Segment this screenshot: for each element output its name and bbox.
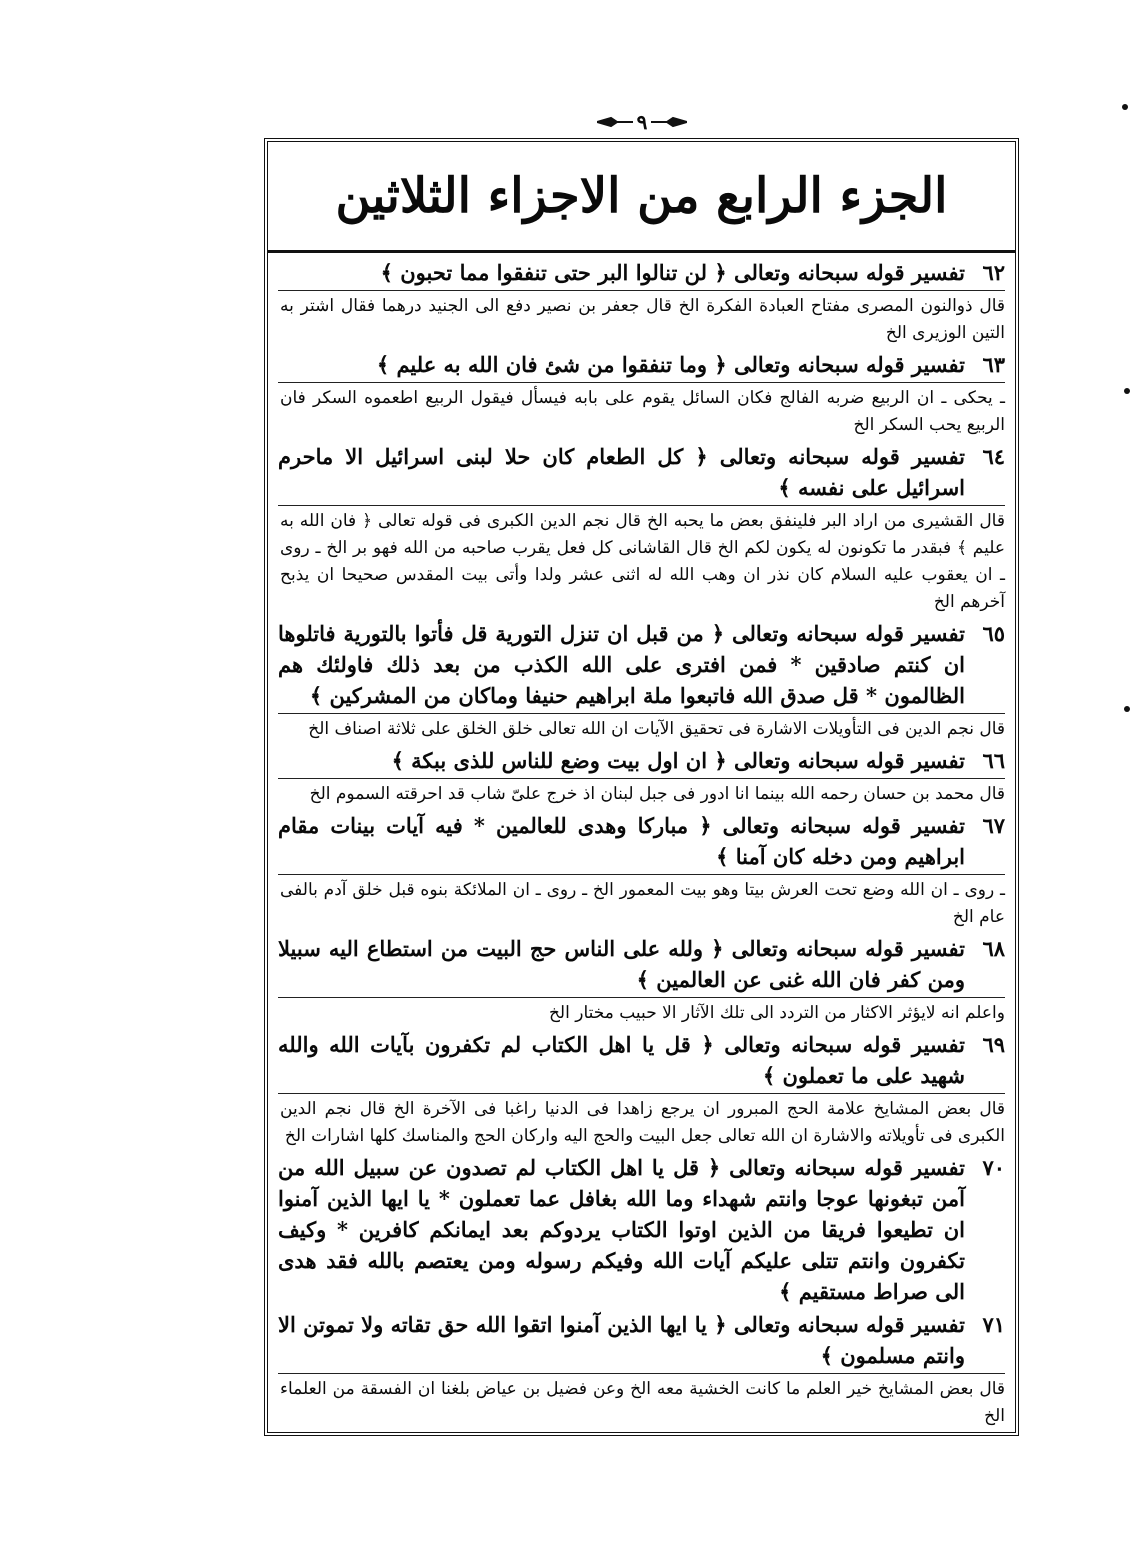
entry-number: ٦٧ xyxy=(982,813,1005,838)
entry-heading: تفسير قوله سبحانه وتعالى ﴿ مباركا وهدى للعالمين * فيه آيات بينات مقام ابراهيم ومن دخله كان آمنا ﴾ xyxy=(278,813,965,869)
entry-note: قال بعض المشايخ علامة الحج المبرور ان يرجع زاهدا فى الدنيا راغبا فى الآخرة الخ قال نجم الدين الكبرى فى تأويلاته والاشارة ان الله تعالى جعل البيت والحج اليه واركان الحج والمناسك كلها اشارات الخ xyxy=(278,1093,1005,1150)
entry-note: ـ يحكى ـ ان الربيع ضربه الفالج فكان السائل يقوم على بابه فيسأل فيقول الربيع اطعموه السكر فان الربيع يحب السكر الخ xyxy=(278,382,1005,439)
entry-number: ٦٨ xyxy=(982,936,1005,961)
edge-mark xyxy=(1124,706,1130,712)
page-number-header xyxy=(592,110,692,134)
edge-mark xyxy=(1124,388,1130,394)
entry xyxy=(278,810,1005,931)
page-title: الجزء الرابع من الاجزاء الثلاثين xyxy=(335,168,948,224)
entry xyxy=(278,933,1005,1027)
entry-heading-row xyxy=(278,810,1005,872)
entry-heading: تفسير قوله سبحانه وتعالى ﴿ لن تنالوا البر حتى تنفقوا مما تحبون ﴾ xyxy=(380,260,965,285)
entry-number: ٧١ xyxy=(982,1312,1005,1337)
entry-note: قال القشيرى من اراد البر فلينفق بعض ما يحبه الخ قال نجم الدين الكبرى فى قوله تعالى ﴿ فان الله به عليم ﴾ فبقدر ما تكونون له يكون لكم الخ قال القاشانى كل فعل يقرب صاحبه من الله فهو بر الخ ـ روى ـ ان يعقوب عليه السلام كان نذر ان وهب الله له اثنى عشر ولدا وأتى بيت المقدس صحيحا ان يذبح آخرهم الخ xyxy=(278,505,1005,616)
entry-note: قال ذوالنون المصرى مفتاح العبادة الفكرة الخ قال جعفر بن نصير دفع الى الجنيد درهما فقال اشتر به التين الوزيرى الخ xyxy=(278,290,1005,347)
entry-number: ٧٠ xyxy=(982,1155,1005,1180)
page-frame xyxy=(264,138,1019,1436)
entry-note: قال بعض المشايخ خير العلم ما كانت الخشية معه الخ وعن فضيل بن عياض بلغنا ان الفسقة من العلماء الخ xyxy=(278,1373,1005,1430)
entry-heading: تفسير قوله سبحانه وتعالى ﴿ ان اول بيت وضع للناس للذى ببكة ﴾ xyxy=(391,748,965,773)
entry xyxy=(278,1309,1005,1430)
entry-number: ٦٦ xyxy=(982,748,1005,773)
entry-number: ٦٤ xyxy=(982,444,1005,469)
entry xyxy=(278,618,1005,743)
entry xyxy=(278,349,1005,439)
entry-number: ٦٣ xyxy=(982,352,1005,377)
entry-heading-row xyxy=(278,745,1005,776)
entry-number: ٦٢ xyxy=(982,260,1005,285)
entry-heading: تفسير قوله سبحانه وتعالى ﴿ قل يا اهل الكتاب لم تكفرون بآيات الله والله شهيد على ما تعملون ﴾ xyxy=(278,1032,965,1088)
edge-mark xyxy=(1122,104,1128,110)
entry-note: قال محمد بن حسان رحمه الله بينما انا ادور فى جبل لبنان اذ خرج علىّ شاب قد احرقته السموم الخ xyxy=(278,778,1005,808)
entry xyxy=(278,745,1005,808)
entry-number: ٦٥ xyxy=(982,621,1005,646)
entry-heading-row xyxy=(278,441,1005,503)
page-number: ٩ xyxy=(636,110,648,134)
entry-number: ٦٩ xyxy=(982,1032,1005,1057)
entries-list xyxy=(268,253,1015,1430)
entry xyxy=(278,1029,1005,1150)
entry-heading: تفسير قوله سبحانه وتعالى ﴿ كل الطعام كان حلا لبنى اسرائيل الا ماحرم اسرائيل على نفسه ﴾ xyxy=(278,444,965,500)
entry xyxy=(278,1152,1005,1307)
entry-note: قال نجم الدين فى التأويلات الاشارة فى تحقيق الآيات ان الله تعالى خلق الخلق على ثلاثة اصناف الخ xyxy=(278,713,1005,743)
entry-note: ـ روى ـ ان الله وضع تحت العرش بيتا وهو بيت المعمور الخ ـ روى ـ ان الملائكة بنوه قبل خلق آدم بالفى عام الخ xyxy=(278,874,1005,931)
entry-heading-row xyxy=(278,1309,1005,1371)
entry-heading: تفسير قوله سبحانه وتعالى ﴿ وما تنفقوا من شئ فان الله به عليم ﴾ xyxy=(376,352,965,377)
entry-heading: تفسير قوله سبحانه وتعالى ﴿ قل يا اهل الكتاب لم تصدون عن سبيل الله من آمن تبغونها عوجا وانتم شهداء وما الله بغافل عما تعملون * يا ايها الذين آمنوا ان تطيعوا فريقا من الذين اوتوا الكتاب يردوكم بعد ايمانكم كافرين * وكيف تكفرون وانتم تتلى عليكم آيات الله وفيكم رسوله ومن يعتصم بالله فقد هدى الى صراط مستقيم ﴾ xyxy=(278,1155,965,1304)
entry-heading: تفسير قوله سبحانه وتعالى ﴿ من قبل ان تنزل التورية قل فأتوا بالتورية فاتلوها ان كنتم صادقين * فمن افترى على الله الكذب من بعد ذلك فاولئك هم الظالمون * قل صدق الله فاتبعوا ملة ابراهيم حنيفا وماكان من المشركين ﴾ xyxy=(278,621,965,708)
entry-heading-row xyxy=(278,1152,1005,1307)
entry xyxy=(278,257,1005,347)
entry-heading: تفسير قوله سبحانه وتعالى ﴿ يا ايها الذين آمنوا اتقوا الله حق تقاته ولا تموتن الا وانتم مسلمون ﴾ xyxy=(278,1312,965,1368)
entry-heading-row xyxy=(278,349,1005,380)
entry-heading-row xyxy=(278,618,1005,711)
ornament-left-icon xyxy=(597,116,633,128)
entry-heading: تفسير قوله سبحانه وتعالى ﴿ ولله على الناس حج البيت من استطاع اليه سبيلا ومن كفر فان الله غنى عن العالمين ﴾ xyxy=(278,936,965,992)
entry-note: واعلم انه لايؤثر الاكثار من التردد الى تلك الآثار الا حبيب مختار الخ xyxy=(278,997,1005,1027)
title-box xyxy=(268,142,1015,253)
ornament-right-icon xyxy=(651,116,687,128)
entry-heading-row xyxy=(278,257,1005,288)
entry-heading-row xyxy=(278,1029,1005,1091)
entry xyxy=(278,441,1005,616)
entry-heading-row xyxy=(278,933,1005,995)
